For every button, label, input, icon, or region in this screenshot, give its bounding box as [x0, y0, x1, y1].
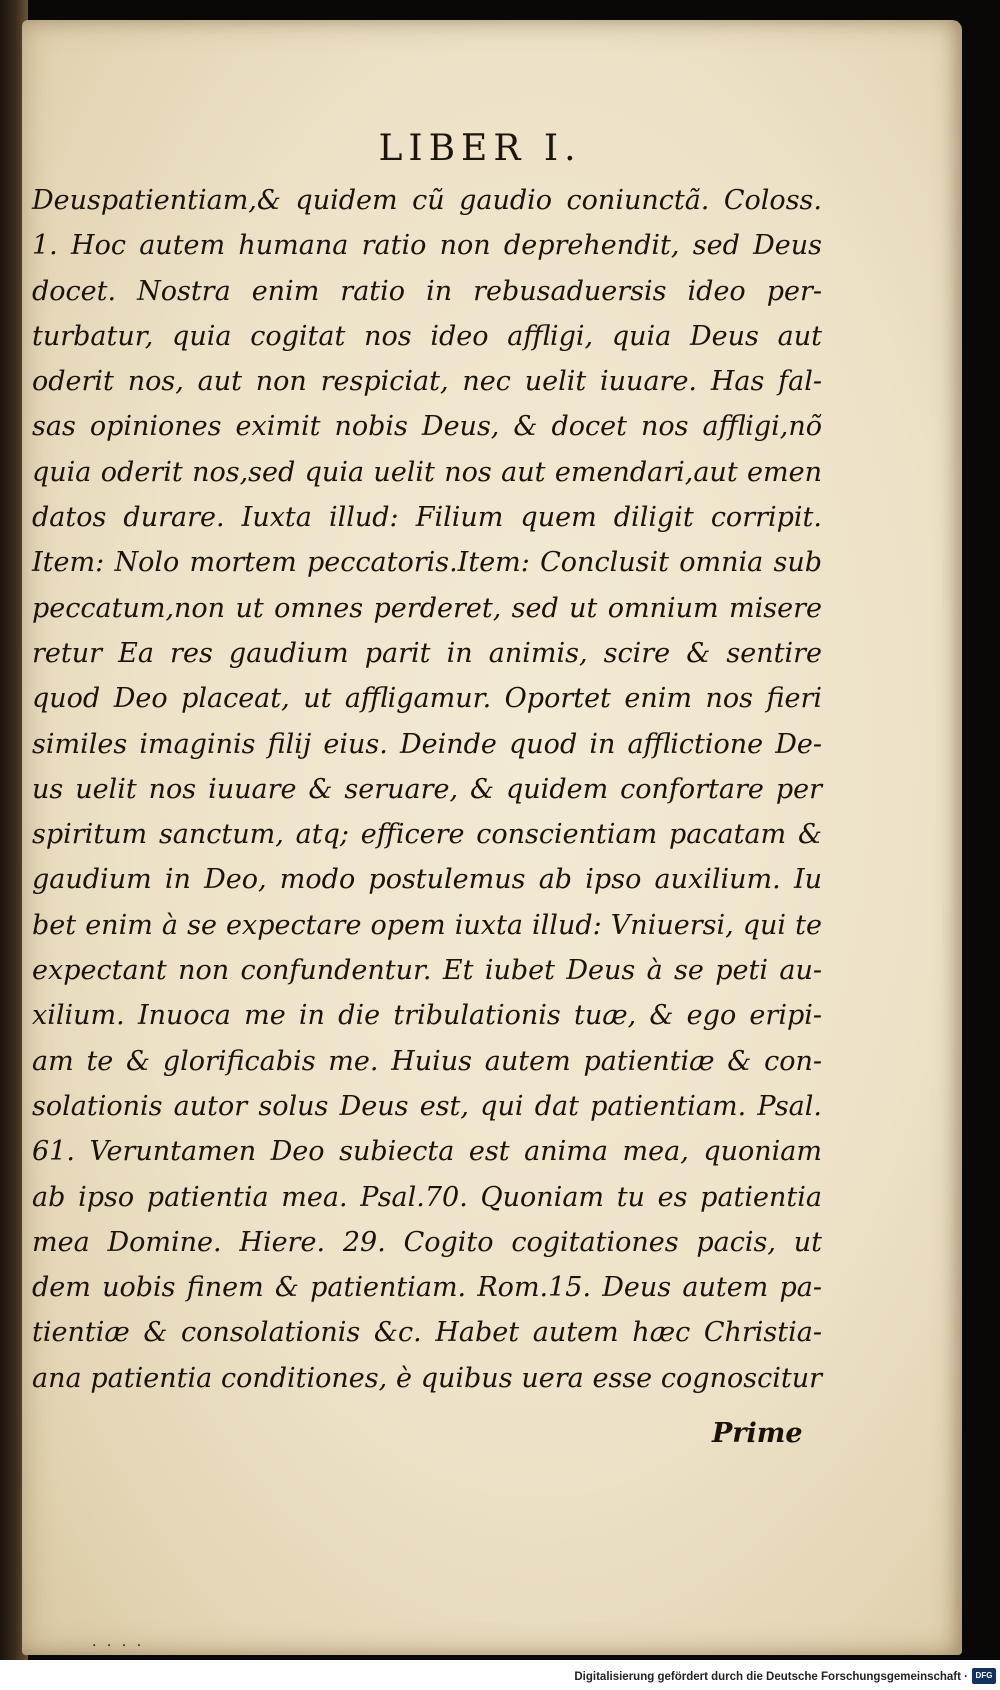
dfg-logo-icon: DFG	[972, 1668, 996, 1684]
text-line: spiritum sanctum, atq; efficere conscientiam pacatam &	[32, 819, 822, 851]
footer-bar	[0, 1660, 1000, 1690]
text-line: datos durare. Iuxta illud: Filium quem diligit corripit.	[32, 502, 822, 534]
text-line: Item: Nolo mortem peccatoris.Item: Conclusit omnia sub	[32, 547, 822, 579]
text-block	[32, 178, 822, 1401]
text-line: peccatum,non ut omnes perderet, sed ut omnium misere	[32, 592, 822, 624]
text-line: quod Deo placeat, ut affligamur. Oportet enim nos fieri	[32, 683, 822, 715]
text-line: xilium. Inuoca me in die tribulationis tuæ, & ego eripi-	[32, 1000, 822, 1032]
text-line: quia oderit nos,sed quia uelit nos aut emendari,aut emen	[32, 456, 822, 488]
bottom-fragment: · · · ·	[92, 1638, 145, 1654]
text-line: dem uobis finem & patientiam. Rom.15. Deus autem pa-	[32, 1272, 822, 1304]
text-line: 1. Hoc autem humana ratio non deprehendit, sed Deus	[32, 230, 822, 262]
text-line: bet enim à se expectare opem iuxta illud: Vniuersi, qui te	[32, 909, 822, 941]
text-line: docet. Nostra enim ratio in rebusaduersis ideo per-	[32, 275, 822, 307]
text-line: us uelit nos iuuare & seruare, & quidem confortare per	[32, 773, 822, 805]
funding-credit: Digitalisierung gefördert durch die Deutsche Forschungsgemeinschaft ·	[574, 1671, 968, 1683]
text-line: Deuspatientiam,& quidem cũ gaudio coniunctã. Coloss.	[32, 185, 822, 216]
text-line: ab ipso patientia mea. Psal.70. Quoniam tu es patientia	[32, 1181, 822, 1213]
text-line: mea Domine. Hiere. 29. Cogito cogitationes pacis, ut	[32, 1226, 822, 1258]
text-line: tientiæ & consolationis &c. Habet autem hæc Christia-	[32, 1317, 822, 1349]
catchword: Prime	[712, 1418, 803, 1449]
text-line: sas opiniones eximit nobis Deus, & docet nos affligi,nõ	[32, 411, 822, 443]
text-line: am te & glorificabis me. Huius autem patientiæ & con-	[32, 1045, 822, 1077]
text-line: oderit nos, aut non respiciat, nec uelit iuuare. Has fal-	[32, 366, 822, 398]
running-head: LIBER I.	[378, 128, 582, 169]
text-line: solationis autor solus Deus est, qui dat patientiam. Psal.	[32, 1090, 822, 1122]
text-line: similes imaginis filij eius. Deinde quod in afflictione De-	[32, 728, 822, 760]
text-line: retur Ea res gaudium parit in animis, scire & sentire	[32, 637, 822, 669]
text-line: ana patientia conditiones, è quibus uera esse cognoscitur	[32, 1362, 822, 1394]
text-line: gaudium in Deo, modo postulemus ab ipso auxilium. Iu	[32, 864, 822, 896]
text-line: turbatur, quia cogitat nos ideo affligi, quia Deus aut	[32, 320, 822, 352]
text-line: expectant non confundentur. Et iubet Deus à se peti au-	[32, 955, 822, 987]
text-line: 61. Veruntamen Deo subiecta est anima mea, quoniam	[32, 1136, 822, 1168]
